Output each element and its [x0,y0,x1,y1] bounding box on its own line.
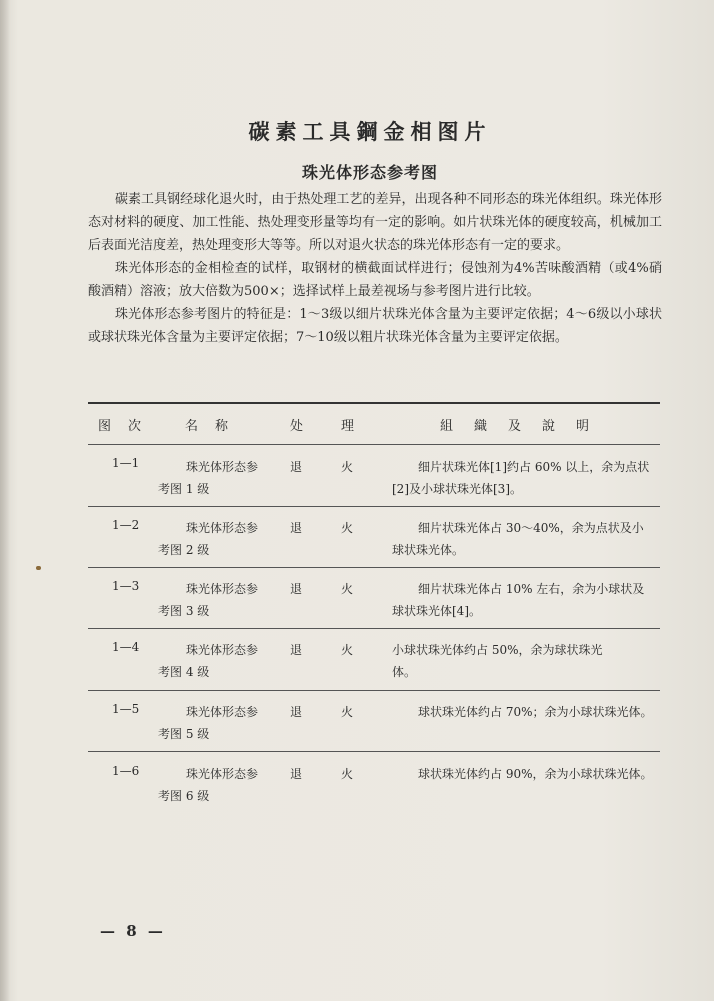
table-top-rule [88,402,660,404]
page-title: 碳素工具鋼金相图片 [248,120,492,144]
row-desc-line-2: 球状珠光体。 [392,543,465,557]
row-name [158,701,268,745]
row-treat-2: 火 [341,521,354,535]
row-desc-line-1: 细片状珠光体[1]约占 60% 以上，余为点状 [418,460,650,474]
row-no: 1—1 [112,456,140,470]
binding-shadow [0,0,10,1001]
intro-text [88,188,662,349]
row-treat-1: 退 [290,705,303,719]
row-name-line-2: 考图 4 级 [158,665,210,679]
row-name-line-1: 珠光体形态参 [186,705,259,719]
row-no: 1—6 [112,764,140,778]
row-name-line-1: 珠光体形态参 [186,582,259,596]
row-name-line-2: 考图 5 级 [158,727,210,741]
row-treat-2: 火 [341,643,354,657]
row-desc-line-2: 球状珠光体[4]。 [392,604,481,618]
paragraph-2: 珠光体形态的金相检查的试样，取钢材的横截面试样进行；侵蚀剂为4%苦味酸酒精（或4%硝酸酒精）溶液；放大倍数为500×；选择试样上最差视场与参考图片进行比较。 [88,261,662,299]
row-rule [88,567,660,568]
row-rule [88,751,660,752]
row-name [158,517,268,561]
row-name [158,639,268,683]
page-number: — 8 — [100,922,166,940]
paper-speck [36,566,41,570]
row-desc-line-1: 细片状珠光体占 30～40%，余为点状及小 [418,521,644,535]
page-subtitle: 珠光体形态参考图 [301,163,438,182]
paragraph-3: 珠光体形态参考图片的特征是：1～3级以细片状珠光体含量为主要评定依据；4～6级以小球状或球状珠光体含量为主要评定依据；7～10级以粗片状珠光体含量为主要评定依据。 [88,307,662,345]
row-treat-2: 火 [341,460,354,474]
row-no: 1—2 [112,518,140,532]
row-name-line-2: 考图 2 级 [158,543,210,557]
row-name-line-2: 考图 6 级 [158,789,210,803]
row-name-line-1: 珠光体形态参 [186,643,259,657]
row-treat-1: 退 [290,582,303,596]
row-desc-line-1: 小球状珠光体约占 50%，余为球状珠光 [392,643,603,657]
row-treat-2: 火 [341,767,354,781]
row-desc [392,456,654,500]
row-no: 1—3 [112,579,140,593]
row-desc-line-2: [2]及小球状珠光体[3]。 [392,482,522,496]
row-desc-line-1: 细片状珠光体占 10% 左右，余为小球状及 [418,582,645,596]
row-treat-2: 火 [341,582,354,596]
row-treat-2: 火 [341,705,354,719]
row-desc [392,517,654,561]
row-name-line-1: 珠光体形态参 [186,460,259,474]
row-desc [392,639,654,683]
header-desc: 組 織 及 說 明 [440,419,594,434]
row-name-line-1: 珠光体形态参 [186,767,259,781]
row-rule [88,690,660,691]
header-treat-1: 处 [290,419,306,434]
row-name [158,763,268,807]
row-name [158,578,268,622]
row-treat-1: 退 [290,521,303,535]
row-desc-line-2: 体。 [392,665,417,679]
paragraph-1: 碳素工具钢经球化退火时，由于热处理工艺的差异，出现各种不同形态的珠光体组织。珠光体形态对材料的硬度、加工性能、热处理变形量等均有一定的影响。如片状珠光体的硬度较高，机械加工后表面光洁度差，热处理变形大等等。所以对退火状态的珠光体形态有一定的要求。 [88,192,662,253]
row-desc [392,763,654,785]
row-name-line-2: 考图 1 级 [158,482,210,496]
row-desc [392,701,654,723]
header-no: 图 次 [98,419,144,434]
row-treat-1: 退 [290,767,303,781]
row-desc-line-1: 球状珠光体约占 90%，余为小球状珠光体。 [418,767,653,781]
header-name: 名 称 [185,419,231,434]
row-desc-line-1: 球状珠光体约占 70%；余为小球状珠光体。 [418,705,653,719]
row-rule [88,628,660,629]
row-treat-1: 退 [290,460,303,474]
row-rule [88,506,660,507]
row-treat-1: 退 [290,643,303,657]
row-desc [392,578,654,622]
row-name-line-2: 考图 3 级 [158,604,210,618]
row-no: 1—5 [112,702,140,716]
header-treat-2: 理 [341,419,357,434]
row-no: 1—4 [112,640,140,654]
header-rule [88,444,660,445]
row-name-line-1: 珠光体形态参 [186,521,259,535]
row-name [158,456,268,500]
